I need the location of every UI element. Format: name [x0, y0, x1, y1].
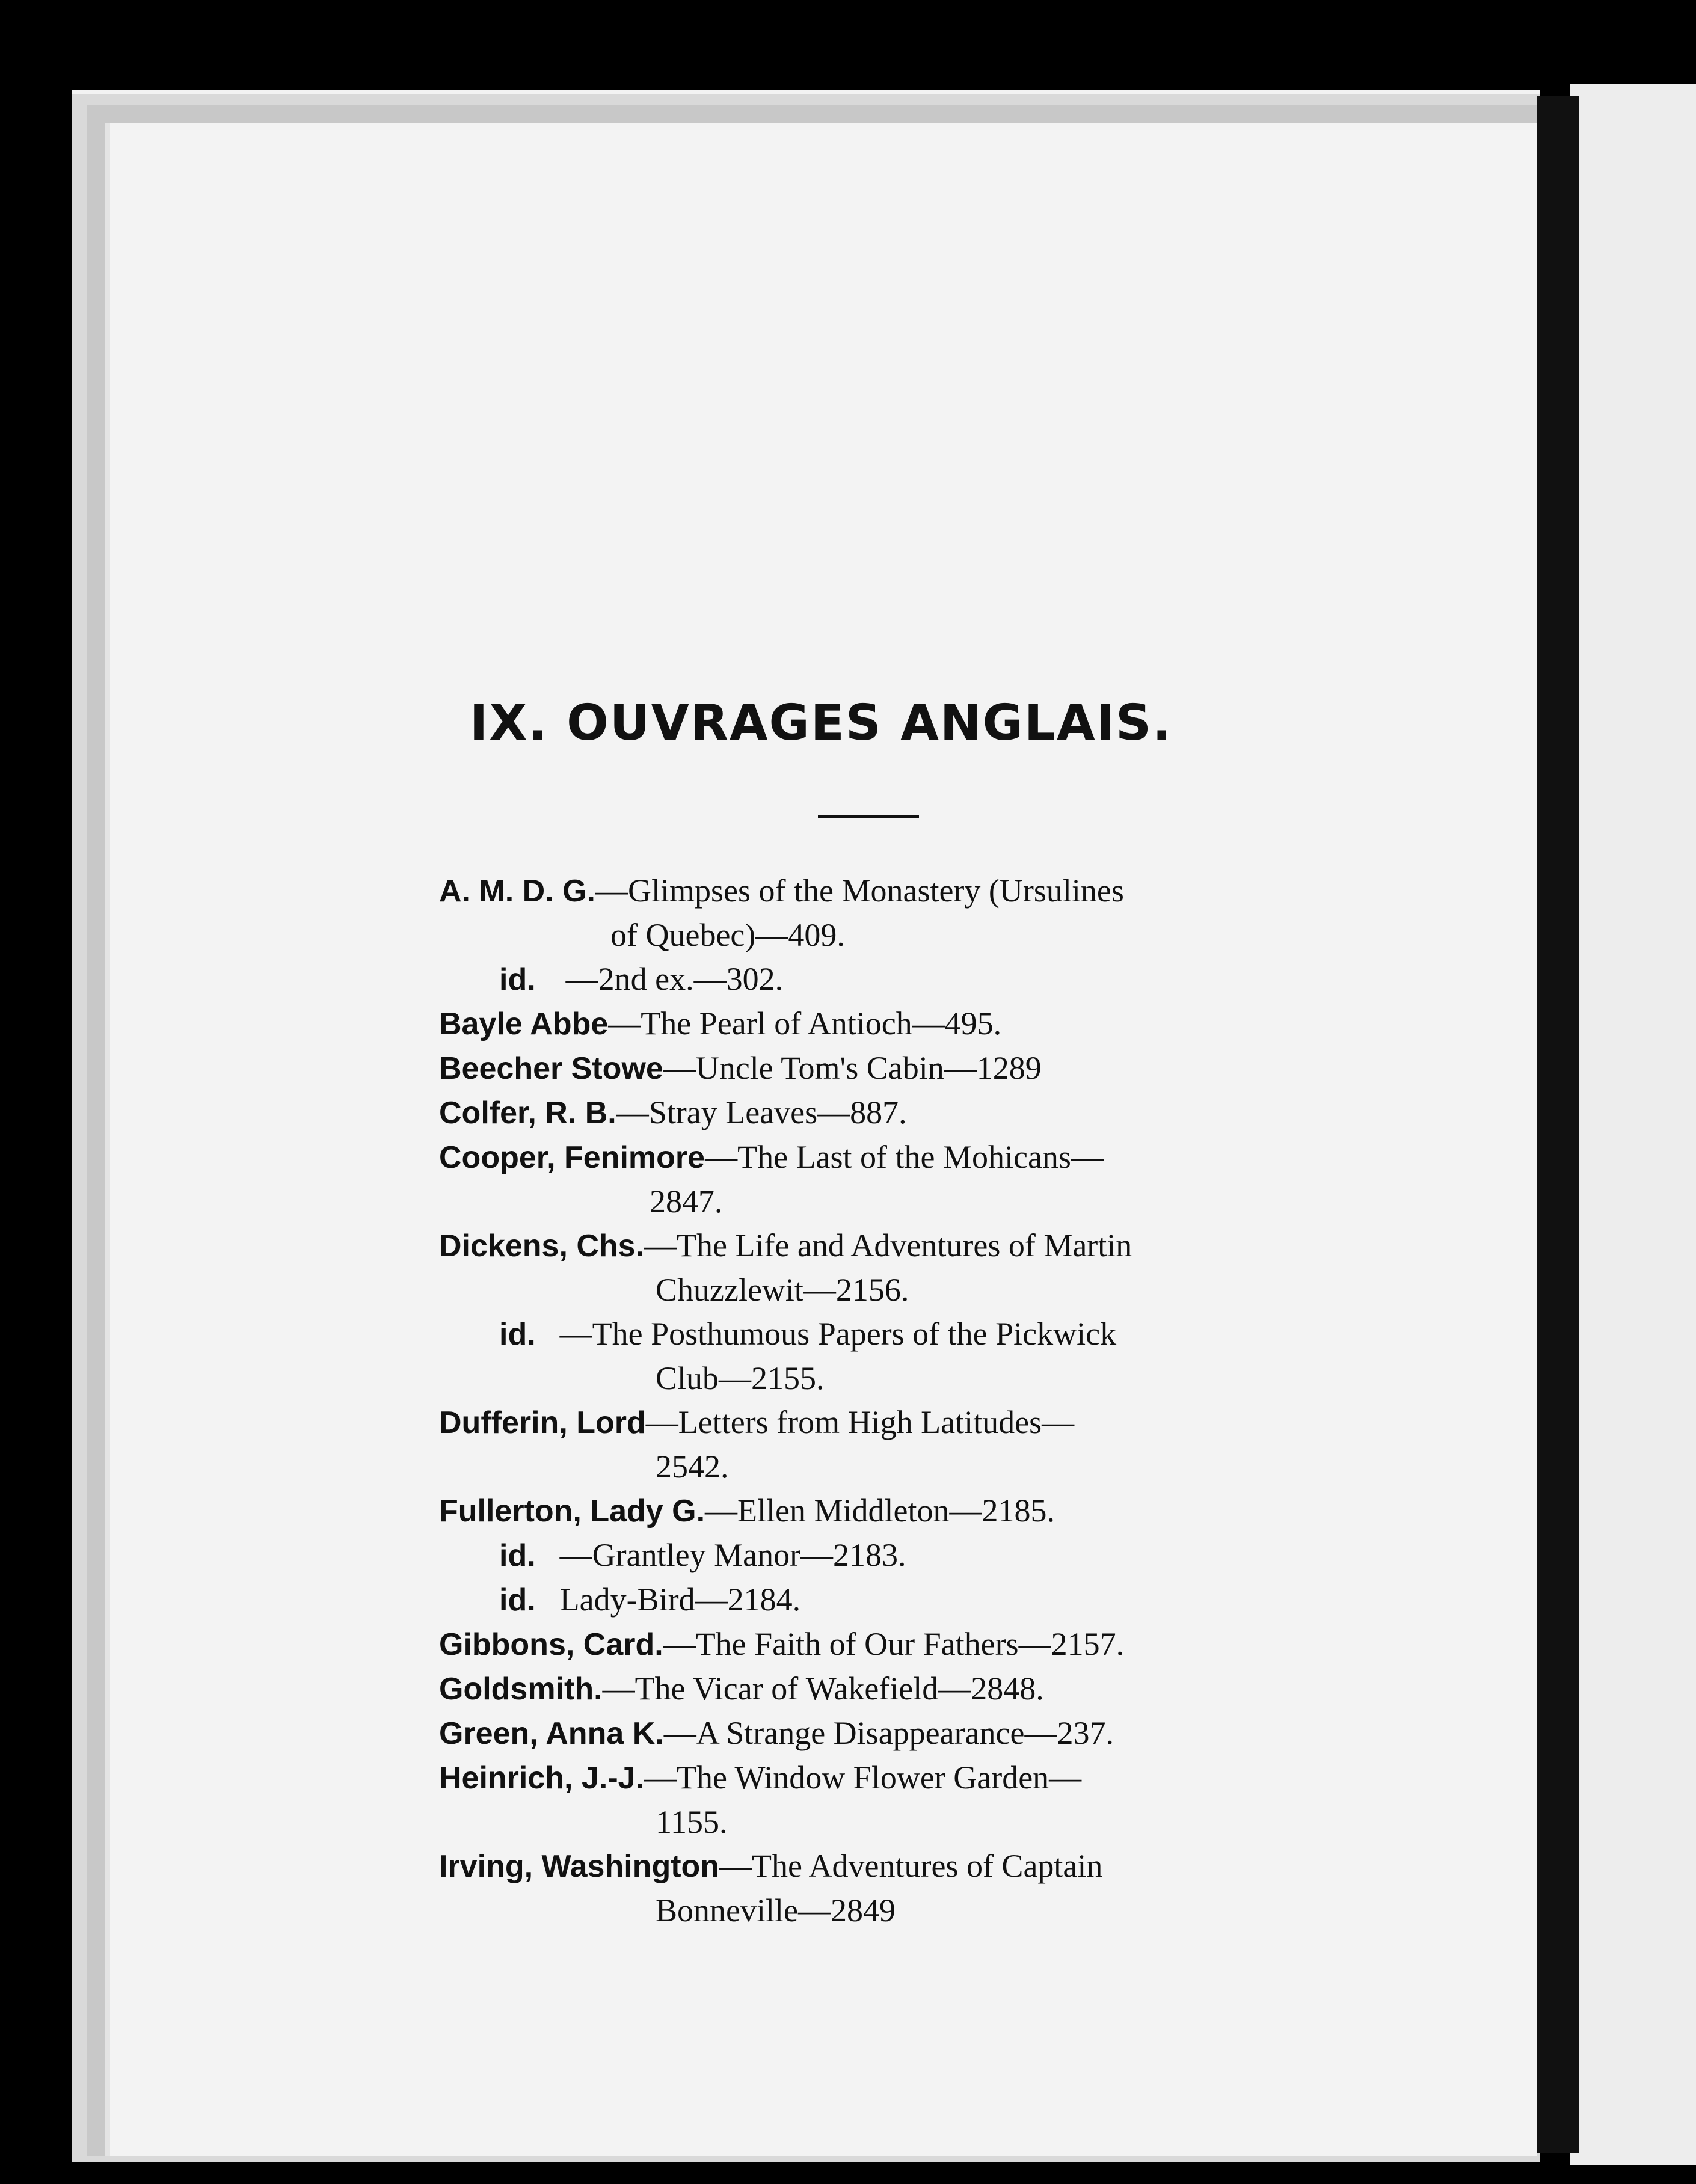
book-gutter [1537, 96, 1579, 2153]
entry-author: id. [499, 1538, 536, 1573]
entry-title: Lady-Bird—2184. [559, 1581, 801, 1618]
entry-author: Dickens, Chs. [439, 1228, 645, 1263]
entry-title: —Glimpses of the Monastery (Ursulines [595, 873, 1124, 909]
entry-title: —The Posthumous Papers of the Pickwick [559, 1316, 1117, 1352]
entry-title: —The Pearl of Antioch—495. [608, 1005, 1002, 1041]
entry-continuation: 2847. [650, 1183, 723, 1219]
entry-title: —The Faith of Our Fathers—2157. [663, 1626, 1125, 1662]
entry-title: —The Vicar of Wakefield—2848. [602, 1670, 1044, 1707]
entry-author: id. [499, 962, 536, 997]
list-item [439, 1667, 1425, 1711]
entry-title: —Stray Leaves—887. [616, 1094, 907, 1130]
entry-author: Dufferin, Lord [439, 1405, 646, 1440]
list-item [439, 1844, 1425, 1933]
list-item [439, 869, 1425, 957]
entry-author: Goldsmith. [439, 1672, 603, 1707]
entry-continuation: Chuzzlewit—2156. [656, 1272, 909, 1308]
list-item [439, 1578, 1425, 1622]
justified-line [439, 1135, 1425, 1180]
facing-page-edge [1570, 84, 1696, 2165]
entry-title: —The Window Flower Garden— [644, 1759, 1082, 1796]
entry-author: A. M. D. G. [439, 874, 595, 909]
entry-title: —Ellen Middleton—2185. [705, 1492, 1055, 1529]
list-item [439, 1046, 1425, 1091]
entry-author: Fullerton, Lady G. [439, 1494, 705, 1529]
entry-author: Green, Anna K. [439, 1716, 664, 1751]
list-item [439, 1002, 1425, 1046]
title-rule [818, 815, 919, 818]
list-item [439, 1711, 1425, 1756]
list-item [439, 1622, 1425, 1667]
entry-title: —A Strange Disappearance—237. [663, 1715, 1114, 1751]
list-item [439, 1135, 1425, 1224]
list-item [439, 1533, 1425, 1578]
list-item [439, 1489, 1425, 1533]
entry-title: —Letters from High Latitudes— [645, 1404, 1075, 1440]
entry-continuation: Club—2155. [656, 1360, 825, 1396]
entry-author: Irving, Washington [439, 1849, 720, 1884]
entry-author: id. [499, 1317, 536, 1352]
entry-author: Beecher Stowe [439, 1051, 663, 1086]
entry-list [439, 869, 1425, 1933]
document-page [105, 123, 1537, 2156]
entry-continuation: 1155. [656, 1804, 728, 1840]
list-item [439, 1312, 1425, 1400]
list-item [439, 1091, 1425, 1135]
entry-author: Gibbons, Card. [439, 1627, 663, 1662]
entry-author: Colfer, R. B. [439, 1096, 616, 1130]
list-item [439, 1400, 1425, 1489]
entry-title: —Grantley Manor—2183. [559, 1537, 906, 1573]
entry-title: —The Last of the Mohicans— [705, 1139, 1104, 1175]
entry-title: —The Life and Adventures of Martin [644, 1227, 1132, 1263]
entry-continuation: 2542. [656, 1449, 729, 1485]
entry-title: —2nd ex.—302. [565, 961, 784, 997]
entry-title: —Uncle Tom's Cabin—1289 [663, 1050, 1042, 1086]
list-item [439, 957, 1425, 1002]
entry-title: —The Adventures of Captain [719, 1848, 1103, 1884]
entry-author: id. [499, 1583, 536, 1618]
entry-continuation: of Quebec)—409. [610, 917, 845, 953]
list-item [439, 1224, 1425, 1312]
entry-author: Bayle Abbe [439, 1007, 609, 1041]
entry-author: Cooper, Fenimore [439, 1140, 705, 1175]
entry-author: Heinrich, J.-J. [439, 1761, 644, 1796]
entry-continuation: Bonneville—2849 [656, 1892, 896, 1928]
list-item [439, 1756, 1425, 1844]
page-title: IX. OUVRAGES ANGLAIS. [469, 695, 1173, 752]
